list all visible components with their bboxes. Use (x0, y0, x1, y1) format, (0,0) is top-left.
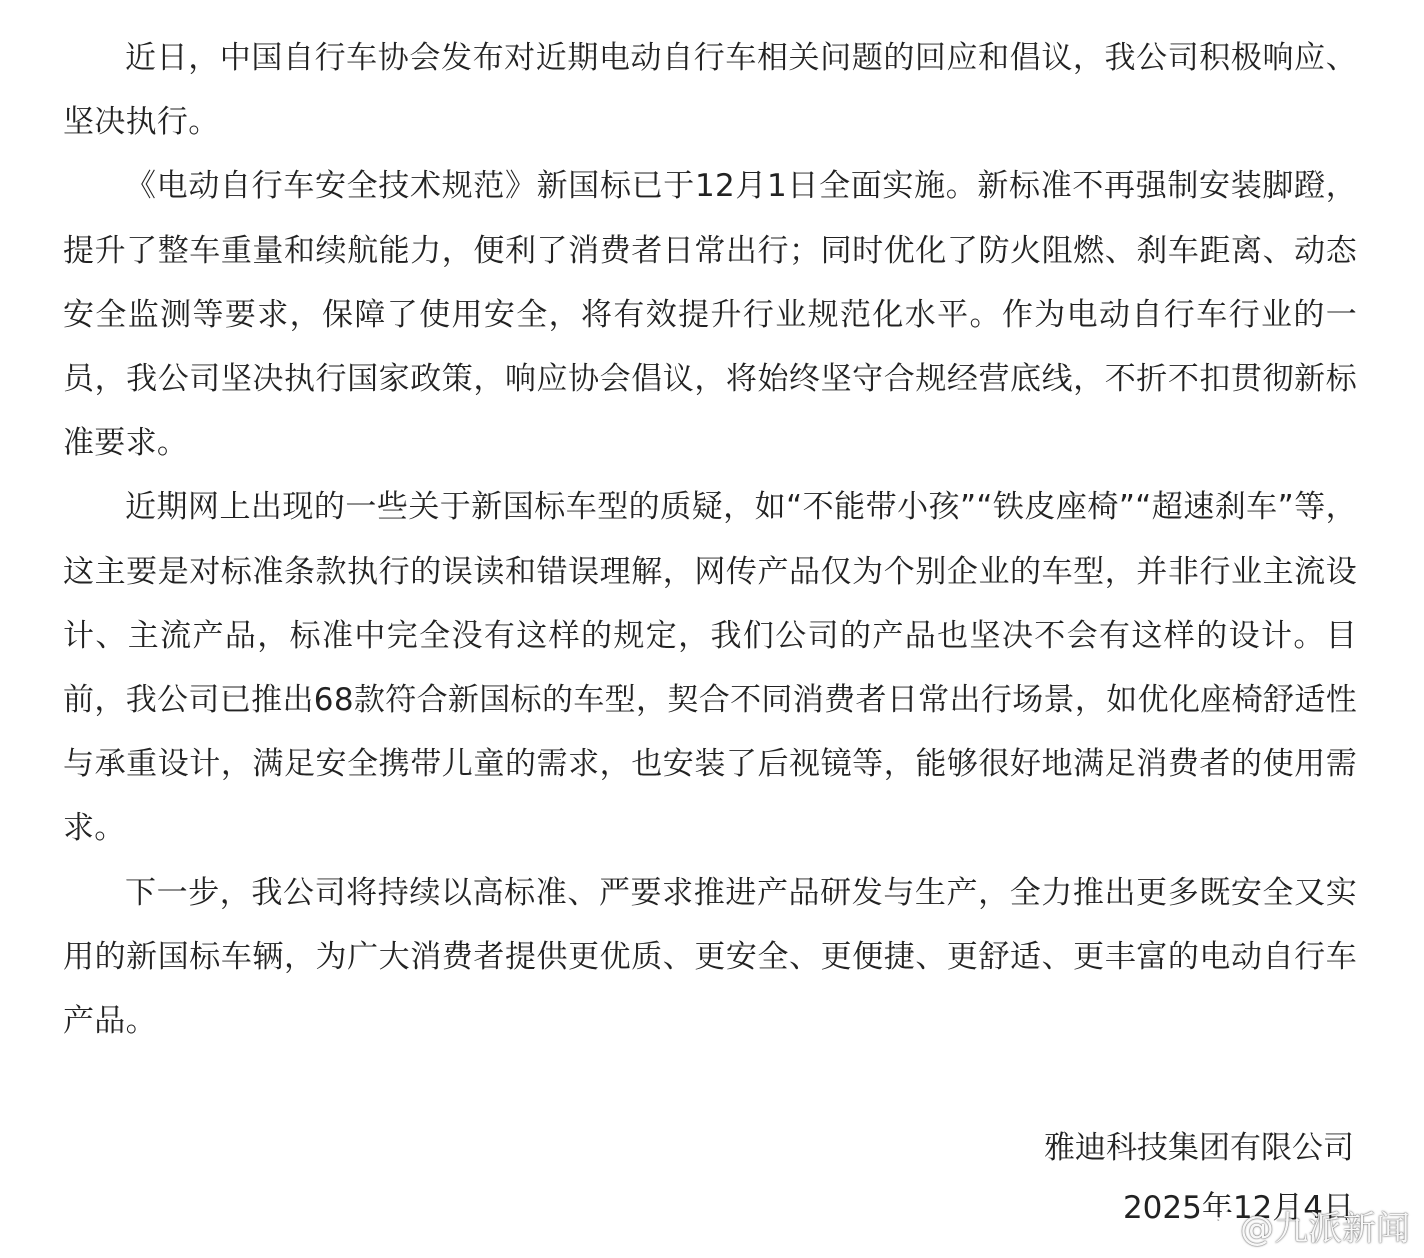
paragraph-3: 近期网上出现的一些关于新国标车型的质疑，如“不能带小孩”“铁皮座椅”“超速刹车”等，这主要是对标准条款执行的误读和错误理解，网传产品仅为个别企业的车型，并非行业主流设计、主流产品，标准中完全没有这样的规定，我们公司的产品也坚决不会有这样的设计。目前，我公司已推出68款符合新国标的车型，契合不同消费者日常出行场景，如优化座椅舒适性与承重设计，满足安全携带儿童的需求，也安装了后视镜等，能够很好地满足消费者的使用需求。 (63, 489, 1357, 847)
signature-company: 雅迪科技集团有限公司 (1044, 1130, 1354, 1166)
source-watermark (1196, 1200, 1410, 1250)
paragraph-2: 《电动自行车安全技术规范》新国标已于12月1日全面实施。新标准不再强制安装脚蹬，提升了整车重量和续航能力，便利了消费者日常出行；同时优化了防火阻燃、刹车距离、动态安全监测等要求，保障了使用安全，将有效提升行业规范化水平。作为电动自行车行业的一员，我公司坚决执行国家政策，响应协会倡议，将始终坚守合规经营底线，不折不扣贯彻新标准要求。 (63, 168, 1357, 462)
signature-date: 2025年12月4日 (1122, 1190, 1354, 1226)
paragraph-4: 下一步，我公司将持续以高标准、严要求推进产品研发与生产，全力推出更多既安全又实用的新国标车辆，为广大消费者提供更优质、更安全、更便捷、更舒适、更丰富的电动自行车产品。 (63, 874, 1357, 1040)
weibo-icon (1196, 1207, 1236, 1243)
statement-body (63, 26, 1357, 1053)
watermark-text: @九派新闻 (1240, 1208, 1410, 1249)
paragraph-1: 近日，中国自行车协会发布对近期电动自行车相关问题的回应和倡议，我公司积极响应、坚决执行。 (63, 40, 1357, 141)
